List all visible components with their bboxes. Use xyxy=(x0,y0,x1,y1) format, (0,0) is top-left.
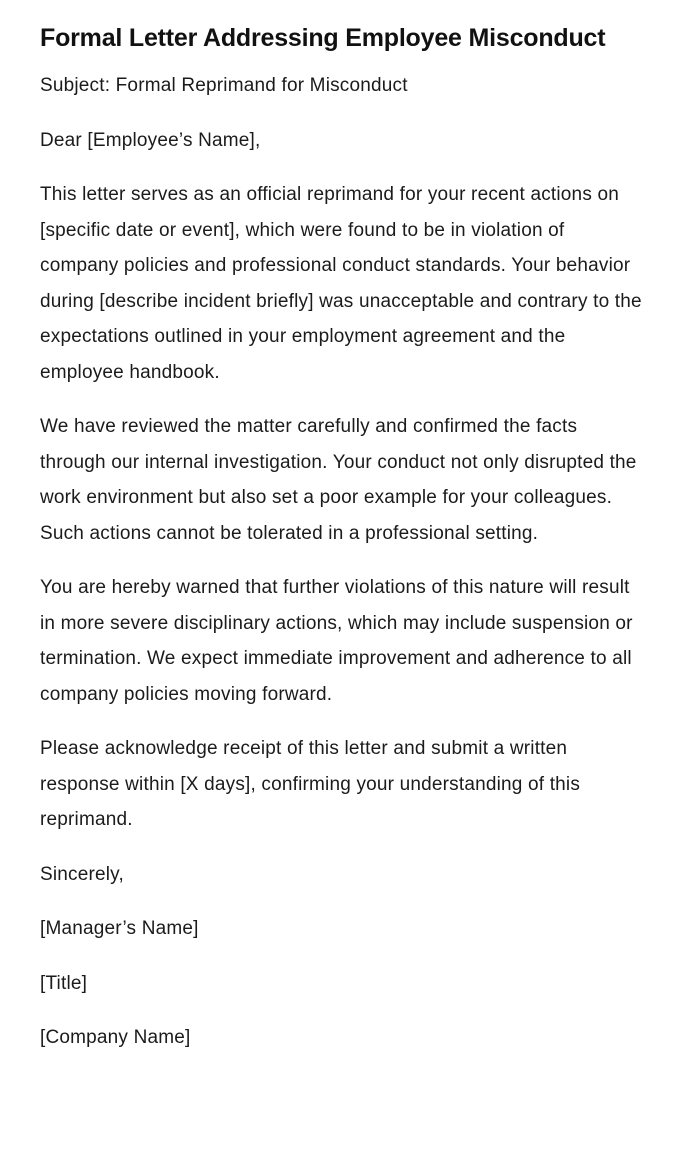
body-paragraph-1: This letter serves as an official reprimand for your recent actions on [specific date or event], which were found to be in violation of company policies and professional conduct standards. Your behavior during [describe incident briefly] was unacceptable and contrary to the expectations outlined in your employment agreement and the employee handbook. xyxy=(40,184,642,383)
salutation: Dear [Employee’s Name], xyxy=(40,129,261,151)
closing-salutation: Sincerely, xyxy=(40,863,124,885)
body-paragraph-4: Please acknowledge receipt of this letter and submit a written response within [X days], confirming your understanding of this reprimand. xyxy=(40,738,581,830)
subject-line: Subject: Formal Reprimand for Misconduct xyxy=(40,75,408,96)
signature-manager-name: [Manager’s Name] xyxy=(40,918,199,939)
page-title: Formal Letter Addressing Employee Misconduct xyxy=(40,24,606,52)
signature-title: [Title] xyxy=(40,972,88,994)
body-paragraph-3: You are hereby warned that further violations of this nature will result in more severe disciplinary actions, which may include suspension or termination. We expect immediate improvement and adherence to all company policies moving forward. xyxy=(40,577,633,705)
body-paragraph-2: We have reviewed the matter carefully and confirmed the facts through our internal investigation. Your conduct not only disrupted the work environment but also set a poor example for your colleagues. Such actions cannot be tolerated in a professional setting. xyxy=(40,416,637,544)
signature-company-name: [Company Name] xyxy=(40,1027,191,1048)
